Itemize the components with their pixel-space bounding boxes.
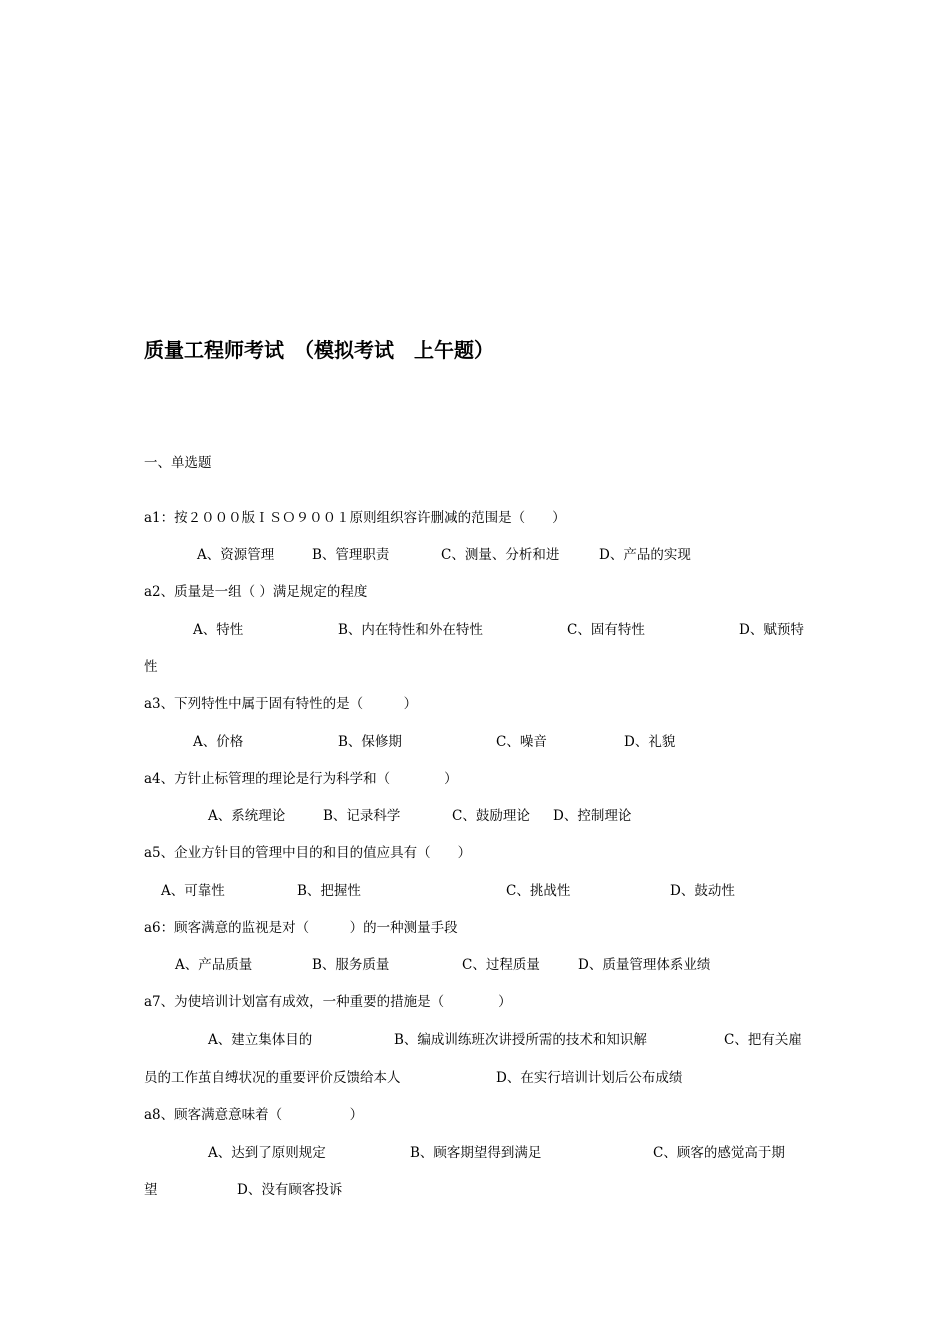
question-7-option-a: A、建立集体目的 xyxy=(208,1032,313,1048)
question-1-option-c: C、测量、分析和进 xyxy=(441,547,560,563)
question-3-option-a: A、价格 xyxy=(193,734,244,750)
question-7-stem: a7、为使培训计划富有成效，一种重要的措施是（ ） xyxy=(144,994,512,1010)
question-5-option-b: B、把握性 xyxy=(297,883,361,899)
question-1-stem: a1：按２０００版ＩＳＯ９００１原则组织容许删减的范围是（ ） xyxy=(144,510,566,526)
question-4-option-c: C、鼓励理论 xyxy=(452,808,530,824)
question-2-option-a: A、特性 xyxy=(193,622,244,638)
question-2-stem: a2、质量是一组（ ）满足规定的程度 xyxy=(144,584,368,600)
question-6-stem: a6：顾客满意的监视是对（ ）的一种测量手段 xyxy=(144,920,458,936)
question-8-continuation: 望 xyxy=(144,1182,158,1198)
question-6-option-d: D、质量管理体系业绩 xyxy=(578,957,711,973)
question-7-continuation: 员的工作茧自缚状况的重要评价反馈给本人 xyxy=(144,1070,401,1086)
question-4-stem: a4、方针止标管理的理论是行为科学和（ ） xyxy=(144,771,458,787)
question-4-option-b: B、记录科学 xyxy=(323,808,401,824)
question-5-option-a: A、可靠性 xyxy=(161,883,225,899)
question-8-option-c: C、顾客的感觉高于期 xyxy=(653,1145,785,1161)
question-5-option-d: D、鼓动性 xyxy=(670,883,735,899)
question-1-option-a: A、资源管理 xyxy=(197,547,275,563)
question-2-continuation: 性 xyxy=(144,659,158,675)
question-8-option-d: D、没有顾客投诉 xyxy=(237,1182,343,1198)
question-3-option-c: C、噪音 xyxy=(496,734,547,750)
question-2-option-c: C、固有特性 xyxy=(567,622,645,638)
question-2-option-b: B、内在特性和外在特性 xyxy=(338,622,483,638)
question-8-option-b: B、顾客期望得到满足 xyxy=(410,1145,542,1161)
question-1-option-b: B、管理职责 xyxy=(312,547,390,563)
question-6-option-a: A、产品质量 xyxy=(175,957,253,973)
question-7-option-d: D、在实行培训计划后公布成绩 xyxy=(496,1070,683,1086)
question-3-option-b: B、保修期 xyxy=(338,734,402,750)
question-6-option-c: C、过程质量 xyxy=(462,957,540,973)
question-7-option-c: C、把有关雇 xyxy=(724,1032,802,1048)
question-8-stem: a8、顾客满意意味着（ ） xyxy=(144,1107,364,1123)
question-6-option-b: B、服务质量 xyxy=(312,957,390,973)
document-title: 质量工程师考试 （模拟考试 上午题） xyxy=(144,338,494,362)
question-3-option-d: D、礼貌 xyxy=(624,734,676,750)
question-7-option-b: B、编成训练班次讲授所需的技术和知识解 xyxy=(394,1032,647,1048)
question-3-stem: a3、下列特性中属于固有特性的是（ ） xyxy=(144,696,418,712)
question-5-option-c: C、挑战性 xyxy=(506,883,571,899)
question-5-stem: a5、企业方针目的管理中目的和目的值应具有（ ） xyxy=(144,845,472,861)
question-2-option-d: D、赋预特 xyxy=(739,622,804,638)
question-4-option-d: D、控制理论 xyxy=(553,808,632,824)
question-1-option-d: D、产品的实现 xyxy=(599,547,691,563)
section-heading: 一、单选题 xyxy=(144,455,212,471)
question-4-option-a: A、系统理论 xyxy=(208,808,286,824)
question-8-option-a: A、达到了原则规定 xyxy=(208,1145,326,1161)
